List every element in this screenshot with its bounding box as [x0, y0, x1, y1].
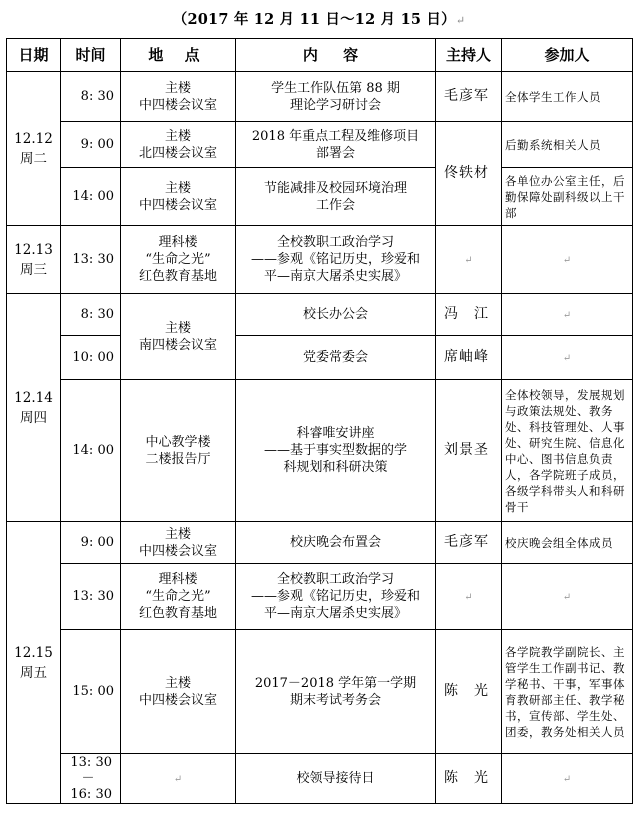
place-line: 理科楼: [158, 572, 198, 587]
table-row: [7, 564, 633, 630]
place-line: 理科楼: [158, 235, 198, 250]
place-cell: [121, 122, 236, 168]
place-line: 主楼: [164, 180, 191, 196]
place-line: 主楼: [164, 526, 191, 542]
content-cell: [236, 168, 436, 226]
place-cell: [121, 754, 236, 804]
content-line: 期末考试考务会: [289, 692, 381, 708]
place-line: 中心教学楼: [145, 434, 211, 450]
content-cell: 校领导接待日: [236, 754, 436, 804]
time-line: 13: 30: [70, 754, 112, 770]
table-row: [7, 226, 633, 294]
attendees-cell: [502, 564, 633, 630]
time-cell: 10: 00: [61, 336, 121, 380]
place-line: “生命之光”: [145, 252, 211, 267]
content-line: ——参观《铭记历史，珍爱和: [250, 252, 420, 267]
table-row: [7, 336, 633, 380]
place-cell: [121, 168, 236, 226]
time-cell: 9: 00: [61, 522, 121, 564]
table-row: [7, 754, 633, 804]
content-line: 2017－2018 学年第一学期: [254, 675, 417, 691]
host-cell: [436, 564, 502, 630]
content-line: ——参观《铭记历史，珍爱和: [250, 589, 420, 604]
table-row: [7, 630, 633, 754]
host-cell: 毛彦军: [436, 72, 502, 122]
date-cell: [7, 294, 61, 522]
place-line: “生命之光”: [145, 589, 211, 604]
paragraph-mark-icon: ↵: [562, 309, 572, 321]
attendees-cell: [502, 226, 633, 294]
content-cell: [236, 72, 436, 122]
content-line: 学生工作队伍第 88 期: [271, 80, 400, 96]
content-cell: [236, 630, 436, 754]
attendees-cell: 各学院教学副院长、主管学生工作副书记、教学秘书、干事，军事体育教研部主任、教学秘书，宣传部、学生处、团委，教务处相关人员: [502, 630, 633, 754]
content-line: 节能减排及校园环境治理: [263, 180, 407, 196]
paragraph-mark-icon: ↵: [562, 352, 572, 364]
attendees-cell: [502, 754, 633, 804]
content-line: 平—南京大屠杀史实展》: [263, 269, 407, 284]
place-line: 南四楼会议室: [138, 337, 217, 353]
date-cell: [7, 72, 61, 226]
time-cell: 15: 00: [61, 630, 121, 754]
attendees-cell: 校庆晚会组全体成员: [502, 522, 633, 564]
content-cell: 校长办公会: [236, 294, 436, 336]
host-cell: 佟轶材: [436, 122, 502, 226]
host-cell: 冯 江: [436, 294, 502, 336]
attendees-cell: 全体学生工作人员: [502, 72, 633, 122]
host-cell: 陈 光: [436, 754, 502, 804]
content-line: 部署会: [315, 145, 355, 161]
schedule-table: [6, 38, 633, 804]
content-cell: [236, 122, 436, 168]
place-line: 北四楼会议室: [138, 145, 217, 161]
time-line: 16: 30: [70, 786, 112, 802]
header-row: [7, 39, 633, 72]
table-row: [7, 72, 633, 122]
table-row: [7, 380, 633, 522]
content-line: 科规划和科研决策: [283, 460, 388, 475]
attendees-cell: 全体校领导，发展规划与政策法规处、教务处、科技管理处、人事处、研究生院、信息化中心、图书信息负责人，各学院班子成员，各级学科带头人和科研骨干: [502, 380, 633, 522]
place-line: 主楼: [164, 80, 191, 96]
host-cell: 毛彦军: [436, 522, 502, 564]
time-cell: 8: 30: [61, 72, 121, 122]
content-cell: 校庆晚会布置会: [236, 522, 436, 564]
header-content: 内 容: [236, 39, 436, 72]
place-cell: [121, 294, 236, 380]
weekday-text: 周二: [20, 150, 47, 167]
content-line: ——基于事实型数据的学: [263, 443, 407, 458]
host-cell: 席岫峰: [436, 336, 502, 380]
header-time: 时间: [61, 39, 121, 72]
attendees-cell: 后勤系统相关人员: [502, 122, 633, 168]
host-cell: 陈 光: [436, 630, 502, 754]
header-host: 主持人: [436, 39, 502, 72]
content-line: 理论学习研讨会: [289, 97, 381, 113]
title-text: （2017 年 12 月 11 日～12 月 15 日）: [172, 11, 456, 28]
date-text: 12.13: [14, 241, 53, 258]
place-cell: [121, 380, 236, 522]
content-line: 全校教职工政治学习: [276, 235, 394, 250]
weekday-text: 周四: [20, 409, 47, 426]
host-cell: 刘景圣: [436, 380, 502, 522]
time-cell: 13: 30: [61, 226, 121, 294]
place-line: 二楼报告厅: [145, 451, 211, 467]
content-cell: [236, 380, 436, 522]
place-line: 红色教育基地: [138, 269, 217, 284]
table-row: [7, 122, 633, 168]
place-cell: [121, 522, 236, 564]
attendees-cell: 各单位办公室主任，后勤保障处副科级以上干部: [502, 168, 633, 226]
place-line: 中四楼会议室: [138, 692, 217, 708]
paragraph-mark-icon: ↵: [464, 591, 473, 603]
page-title: [0, 8, 638, 29]
paragraph-mark-icon: ↵: [562, 773, 572, 785]
place-cell: [121, 72, 236, 122]
host-cell: [436, 226, 502, 294]
table-row: [7, 168, 633, 226]
content-line: 2018 年重点工程及维修项目: [251, 128, 420, 144]
weekday-text: 周五: [20, 664, 47, 681]
place-line: 主楼: [164, 675, 191, 691]
place-line: 中四楼会议室: [138, 197, 217, 213]
content-line: 工作会: [315, 197, 355, 213]
date-text: 12.15: [14, 644, 53, 661]
place-line: 主楼: [164, 128, 191, 144]
time-cell: [61, 754, 121, 804]
place-line: 中四楼会议室: [138, 543, 217, 559]
time-cell: 13: 30: [61, 564, 121, 630]
content-line: 平—南京大屠杀史实展》: [263, 606, 407, 621]
content-cell: 党委常委会: [236, 336, 436, 380]
weekday-text: 周三: [20, 261, 47, 278]
table-row: [7, 522, 633, 564]
time-cell: 14: 00: [61, 168, 121, 226]
paragraph-mark-icon: ↵: [455, 14, 466, 27]
table-row: [7, 294, 633, 336]
header-date: 日期: [7, 39, 61, 72]
header-place: 地 点: [121, 39, 236, 72]
place-cell: [121, 630, 236, 754]
place-line: 红色教育基地: [138, 606, 217, 621]
paragraph-mark-icon: ↵: [173, 773, 183, 785]
paragraph-mark-icon: ↵: [562, 254, 572, 266]
time-cell: 8: 30: [61, 294, 121, 336]
paragraph-mark-icon: ↵: [562, 591, 572, 603]
place-line: 中四楼会议室: [138, 97, 217, 113]
date-text: 12.14: [14, 389, 53, 406]
date-cell: [7, 226, 61, 294]
time-cell: 14: 00: [61, 380, 121, 522]
place-cell: [121, 226, 236, 294]
attendees-cell: [502, 336, 633, 380]
content-line: 科睿唯安讲座: [296, 426, 375, 441]
content-cell: [236, 564, 436, 630]
place-line: 主楼: [164, 320, 191, 336]
place-cell: [121, 564, 236, 630]
attendees-cell: [502, 294, 633, 336]
time-cell: 9: 00: [61, 122, 121, 168]
time-line: －: [81, 770, 95, 786]
content-cell: [236, 226, 436, 294]
content-line: 全校教职工政治学习: [276, 572, 394, 587]
paragraph-mark-icon: ↵: [464, 254, 473, 266]
date-text: 12.12: [14, 130, 53, 147]
header-attendees: 参加人: [502, 39, 633, 72]
date-cell: [7, 522, 61, 804]
